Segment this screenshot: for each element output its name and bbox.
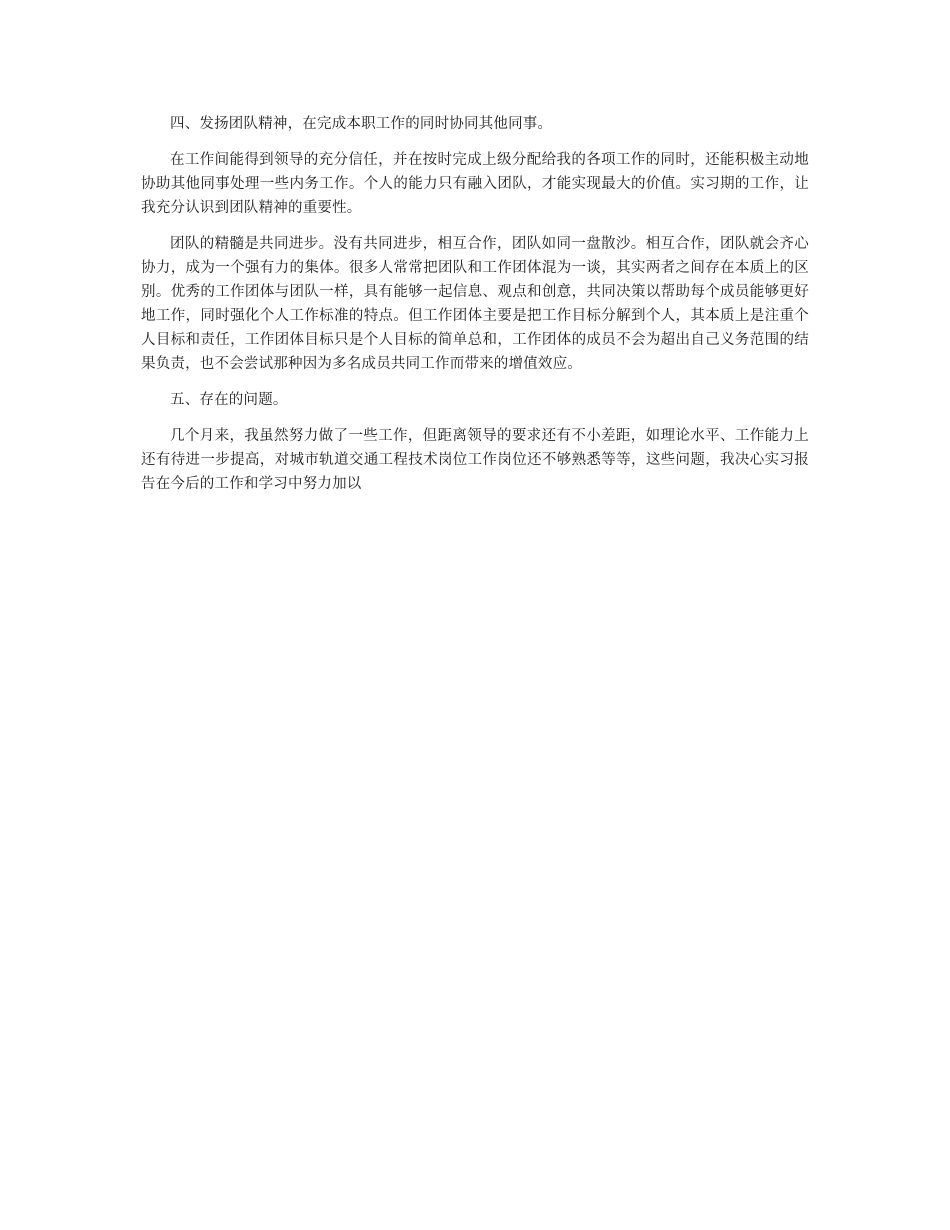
document-page <box>141 112 809 508</box>
body-paragraph: 在工作间能得到领导的充分信任，并在按时完成上级分配给我的各项工作的同时，还能积极主动地协助其他同事处理一些内务工作。个人的能力只有融入团队，才能实现最大的价值。实习期的工作，让我充分认识到团队精神的重要性。 <box>141 152 809 216</box>
body-paragraph: 团队的精髓是共同进步。没有共同进步，相互合作，团队如同一盘散沙。相互合作，团队就会齐心协力，成为一个强有力的集体。很多人常常把团队和工作团体混为一谈，其实两者之间存在本质上的区别。优秀的工作团体与团队一样，具有能够一起信息、观点和创意，共同决策以帮助每个成员能够更好地工作，同时强化个人工作标准的特点。但工作团体主要是把工作目标分解到个人，其本质上是注重个人目标和责任，工作团体目标只是个人目标的简单总和，工作团体的成员不会为超出自己义务范围的结果负责，也不会尝试那种因为多名成员共同工作而带来的增值效应。 <box>141 236 809 372</box>
section-heading-five: 五、存在的问题。 <box>170 392 288 408</box>
body-paragraph: 几个月来，我虽然努力做了一些工作，但距离领导的要求还有不小差距，如理论水平、工作能力上还有待进一步提高，对城市轨道交通工程技术岗位工作岗位还不够熟悉等等，这些问题，我决心实习报告在今后的工作和学习中努力加以 <box>141 428 809 492</box>
section-heading-four: 四、发扬团队精神，在完成本职工作的同时协同其他同事。 <box>170 116 553 132</box>
